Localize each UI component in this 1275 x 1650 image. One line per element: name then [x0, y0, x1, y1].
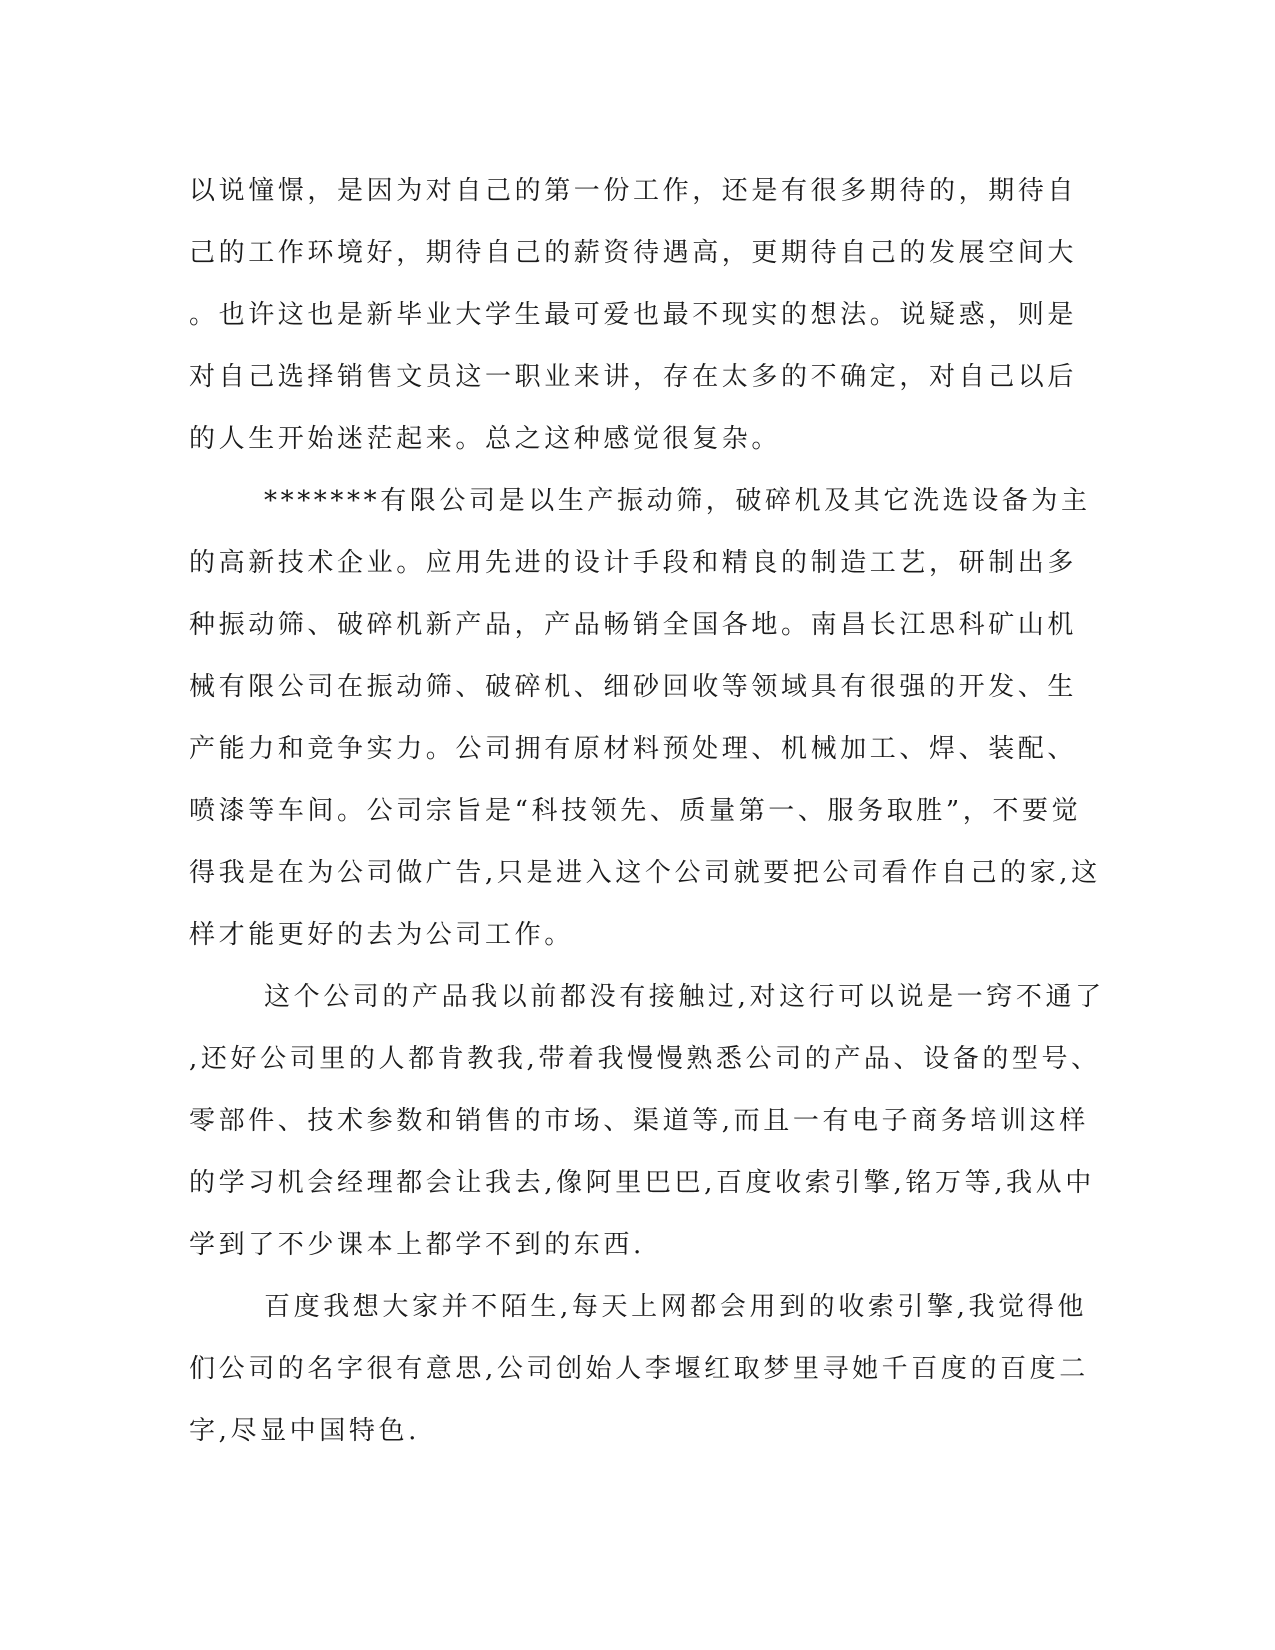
paragraph-1-line-1: 以说憧憬，是因为对自己的第一份工作，还是有很多期待的，期待自: [189, 176, 1078, 206]
paragraph-1-line-2: 己的工作环境好，期待自己的薪资待遇高，更期待自己的发展空间大: [189, 238, 1078, 268]
paragraph-3-line-1: 这个公司的产品我以前都没有接触过,对这行可以说是一窍不通了: [264, 982, 1105, 1012]
paragraph-4-line-1: 百度我想大家并不陌生,每天上网都会用到的收索引擎,我觉得他: [264, 1292, 1087, 1322]
paragraph-4-line-3: 字,尽显中国特色.: [189, 1416, 420, 1446]
paragraph-3-line-5: 学到了不少课本上都学不到的东西.: [189, 1230, 645, 1260]
paragraph-2-line-6: 喷漆等车间。公司宗旨是“科技领先、质量第一、服务取胜”，不要觉: [189, 796, 1082, 826]
paragraph-4-line-2: 们公司的名字很有意思,公司创始人李堰红取梦里寻她千百度的百度二: [189, 1354, 1089, 1384]
paragraph-2-line-5: 产能力和竞争实力。公司拥有原材料预处理、机械加工、焊、装配、: [189, 734, 1078, 764]
paragraph-3-line-3: 零部件、技术参数和销售的市场、渠道等,而且一有电子商务培训这样: [189, 1106, 1089, 1136]
paragraph-2-line-7: 得我是在为公司做广告,只是进入这个公司就要把公司看作自己的家,这: [189, 858, 1101, 888]
paragraph-2-line-3: 种振动筛、破碎机新产品，产品畅销全国各地。南昌长江思科矿山机: [189, 610, 1078, 640]
paragraph-1-line-3: 。也许这也是新毕业大学生最可爱也最不现实的想法。说疑惑，则是: [189, 300, 1078, 330]
paragraph-3-line-2: ,还好公司里的人都肯教我,带着我慢慢熟悉公司的产品、设备的型号、: [189, 1044, 1101, 1074]
paragraph-2-line-4: 械有限公司在振动筛、破碎机、细砂回收等领域具有很强的开发、生: [189, 672, 1078, 702]
paragraph-2-line-2: 的高新技术企业。应用先进的设计手段和精良的制造工艺，研制出多: [189, 548, 1078, 578]
paragraph-2-line-1: *******有限公司是以生产振动筛，破碎机及其它洗选设备为主: [264, 486, 1091, 516]
paragraph-1-line-5: 的人生开始迷茫起来。总之这种感觉很复杂。: [189, 424, 782, 454]
paragraph-3-line-4: 的学习机会经理都会让我去,像阿里巴巴,百度收索引擎,铭万等,我从中: [189, 1168, 1095, 1198]
paragraph-2-line-8: 样才能更好的去为公司工作。: [189, 920, 574, 950]
document-body: [189, 160, 1105, 1462]
paragraph-1-line-4: 对自己选择销售文员这一职业来讲，存在太多的不确定，对自己以后: [189, 362, 1078, 392]
